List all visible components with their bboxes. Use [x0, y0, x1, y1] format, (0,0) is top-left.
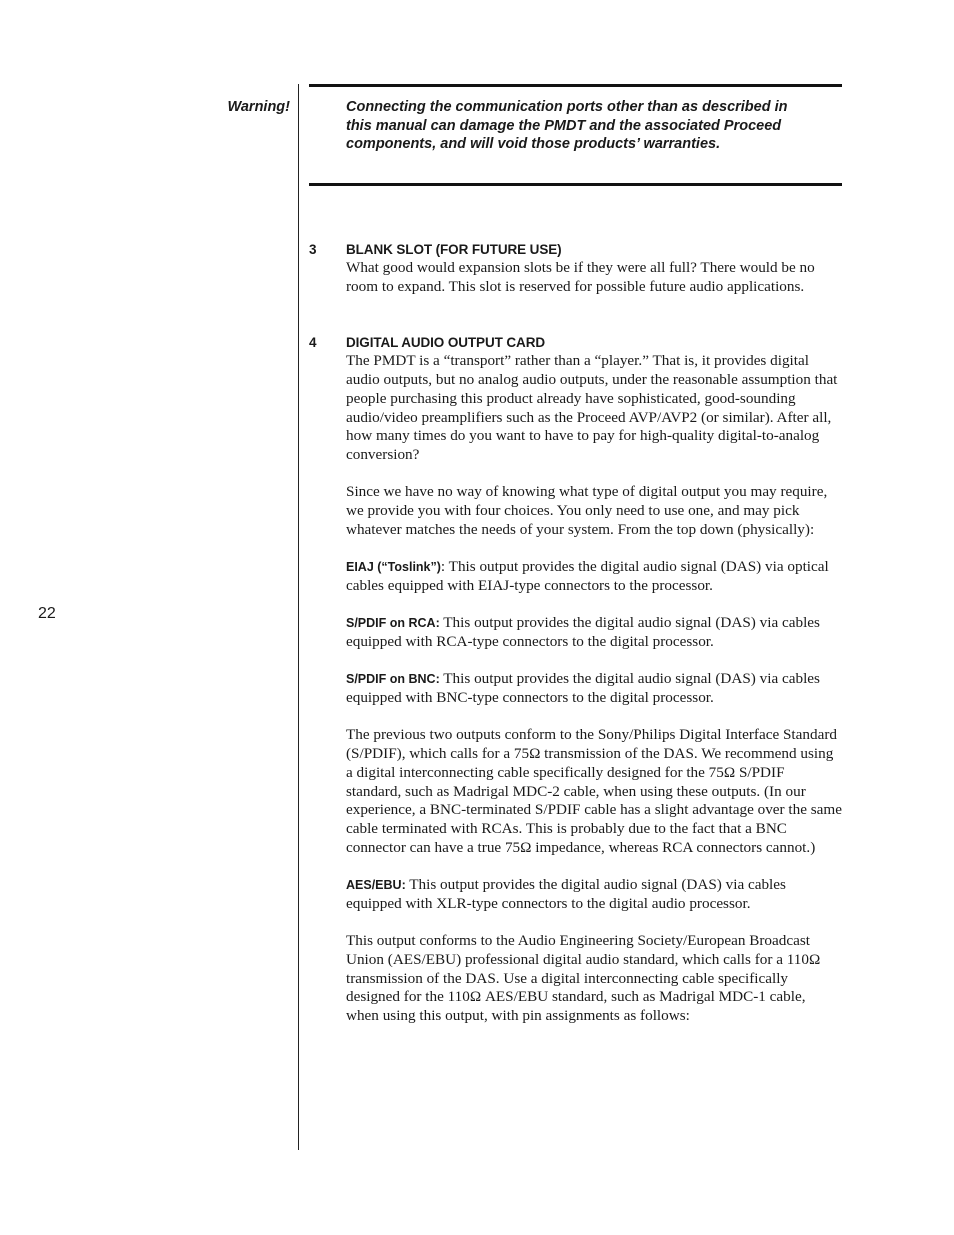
- warning-top-rule: [309, 84, 842, 87]
- warning-label: Warning!: [227, 99, 290, 115]
- section-number: 3: [309, 242, 317, 257]
- paragraph-aes: [346, 876, 842, 913]
- text-spdif-bnc: This output provides the digital audio signal (DAS) via cables equipped with BNC-type connectors to the digital processor.: [346, 670, 820, 706]
- paragraph-eiaj: [346, 558, 842, 595]
- warning-bottom-rule: [309, 183, 842, 186]
- text-spdif-rca: This output provides the digital audio signal (DAS) via cables equipped with RCA-type connectors to the digital processor.: [346, 614, 820, 650]
- term-aes-ebu: AES/EBU:: [346, 878, 406, 892]
- text-aes-ebu: This output provides the digital audio signal (DAS) via cables equipped with XLR-type connectors to the digital audio processor.: [346, 876, 786, 912]
- margin-vertical-rule: [298, 84, 299, 1150]
- section-title: BLANK SLOT (FOR FUTURE USE): [346, 242, 562, 257]
- section-title: DIGITAL AUDIO OUTPUT CARD: [346, 335, 545, 351]
- warning-text: Connecting the communication ports other than as described in this manual can damage the PMDT and the associated Proceed components, and will void those products’ warranties.: [346, 99, 788, 153]
- term-spdif-bnc: S/PDIF on BNC:: [346, 672, 440, 687]
- section-number: 4: [309, 335, 317, 351]
- paragraph-transport: The PMDT is a “transport” rather than a “player.” That is, it provides digital audio outputs, but no analog audio outputs, under the reasonable assumption that people purchasing this product already have sophisticated, good-sounding audio/video preamplifiers such as the Proceed AVP/AVP2 (or similar). After all, how many times do you want to have to pay for high-quality digital-to-analog conversion?: [346, 352, 838, 463]
- term-spdif-rca: S/PDIF on RCA:: [346, 616, 440, 631]
- text-eiaj: : This output provides the digital audio signal (DAS) via optical cables equipped with EIAJ-type connectors to the processor.: [346, 558, 829, 594]
- section-heading-blank-slot: [309, 240, 842, 259]
- main-content: [309, 240, 842, 1026]
- term-eiaj: EIAJ (“Toslink”): [346, 560, 441, 575]
- paragraph-spdif-standard: The previous two outputs conform to the Sony/Philips Digital Interface Standard (S/PDIF), which calls for a 75Ω transmission of the DAS. We recommend using a digital interconnecting cable specifically designed for the 75Ω S/PDIF standard, such as Madrigal MDC-2 cable, when using these outputs. (In our experience, a BNC-terminated S/PDIF cable has a slight advantage over the same cable terminated with RCAs. This is probably due to the fact that a BNC connector can have a true 75Ω impedance, whereas RCA connectors cannot.): [346, 726, 842, 856]
- page-number: 22: [38, 605, 56, 622]
- paragraph-choices: Since we have no way of knowing what type of digital output you may require, we provide you with four choices. You only need to use one, and may pick whatever matches the needs of your system. From the top down (physically):: [346, 483, 828, 538]
- paragraph-aes-standard: This output conforms to the Audio Engineering Society/European Broadcast Union (AES/EBU) professional digital audio standard, which calls for a 110Ω transmission of the DAS. Use a digital interconnecting cable specifically designed for the 110Ω AES/EBU standard, such as Madrigal MDC-1 cable, when using this output, with pin assignments as follows:: [346, 932, 821, 1024]
- paragraph-bnc: [346, 670, 842, 707]
- paragraph-rca: [346, 614, 842, 651]
- section-heading-digital-audio: [309, 333, 842, 352]
- section-body-blank-slot: What good would expansion slots be if they were all full? There would be no room to expand. This slot is reserved for possible future audio applications.: [346, 259, 815, 295]
